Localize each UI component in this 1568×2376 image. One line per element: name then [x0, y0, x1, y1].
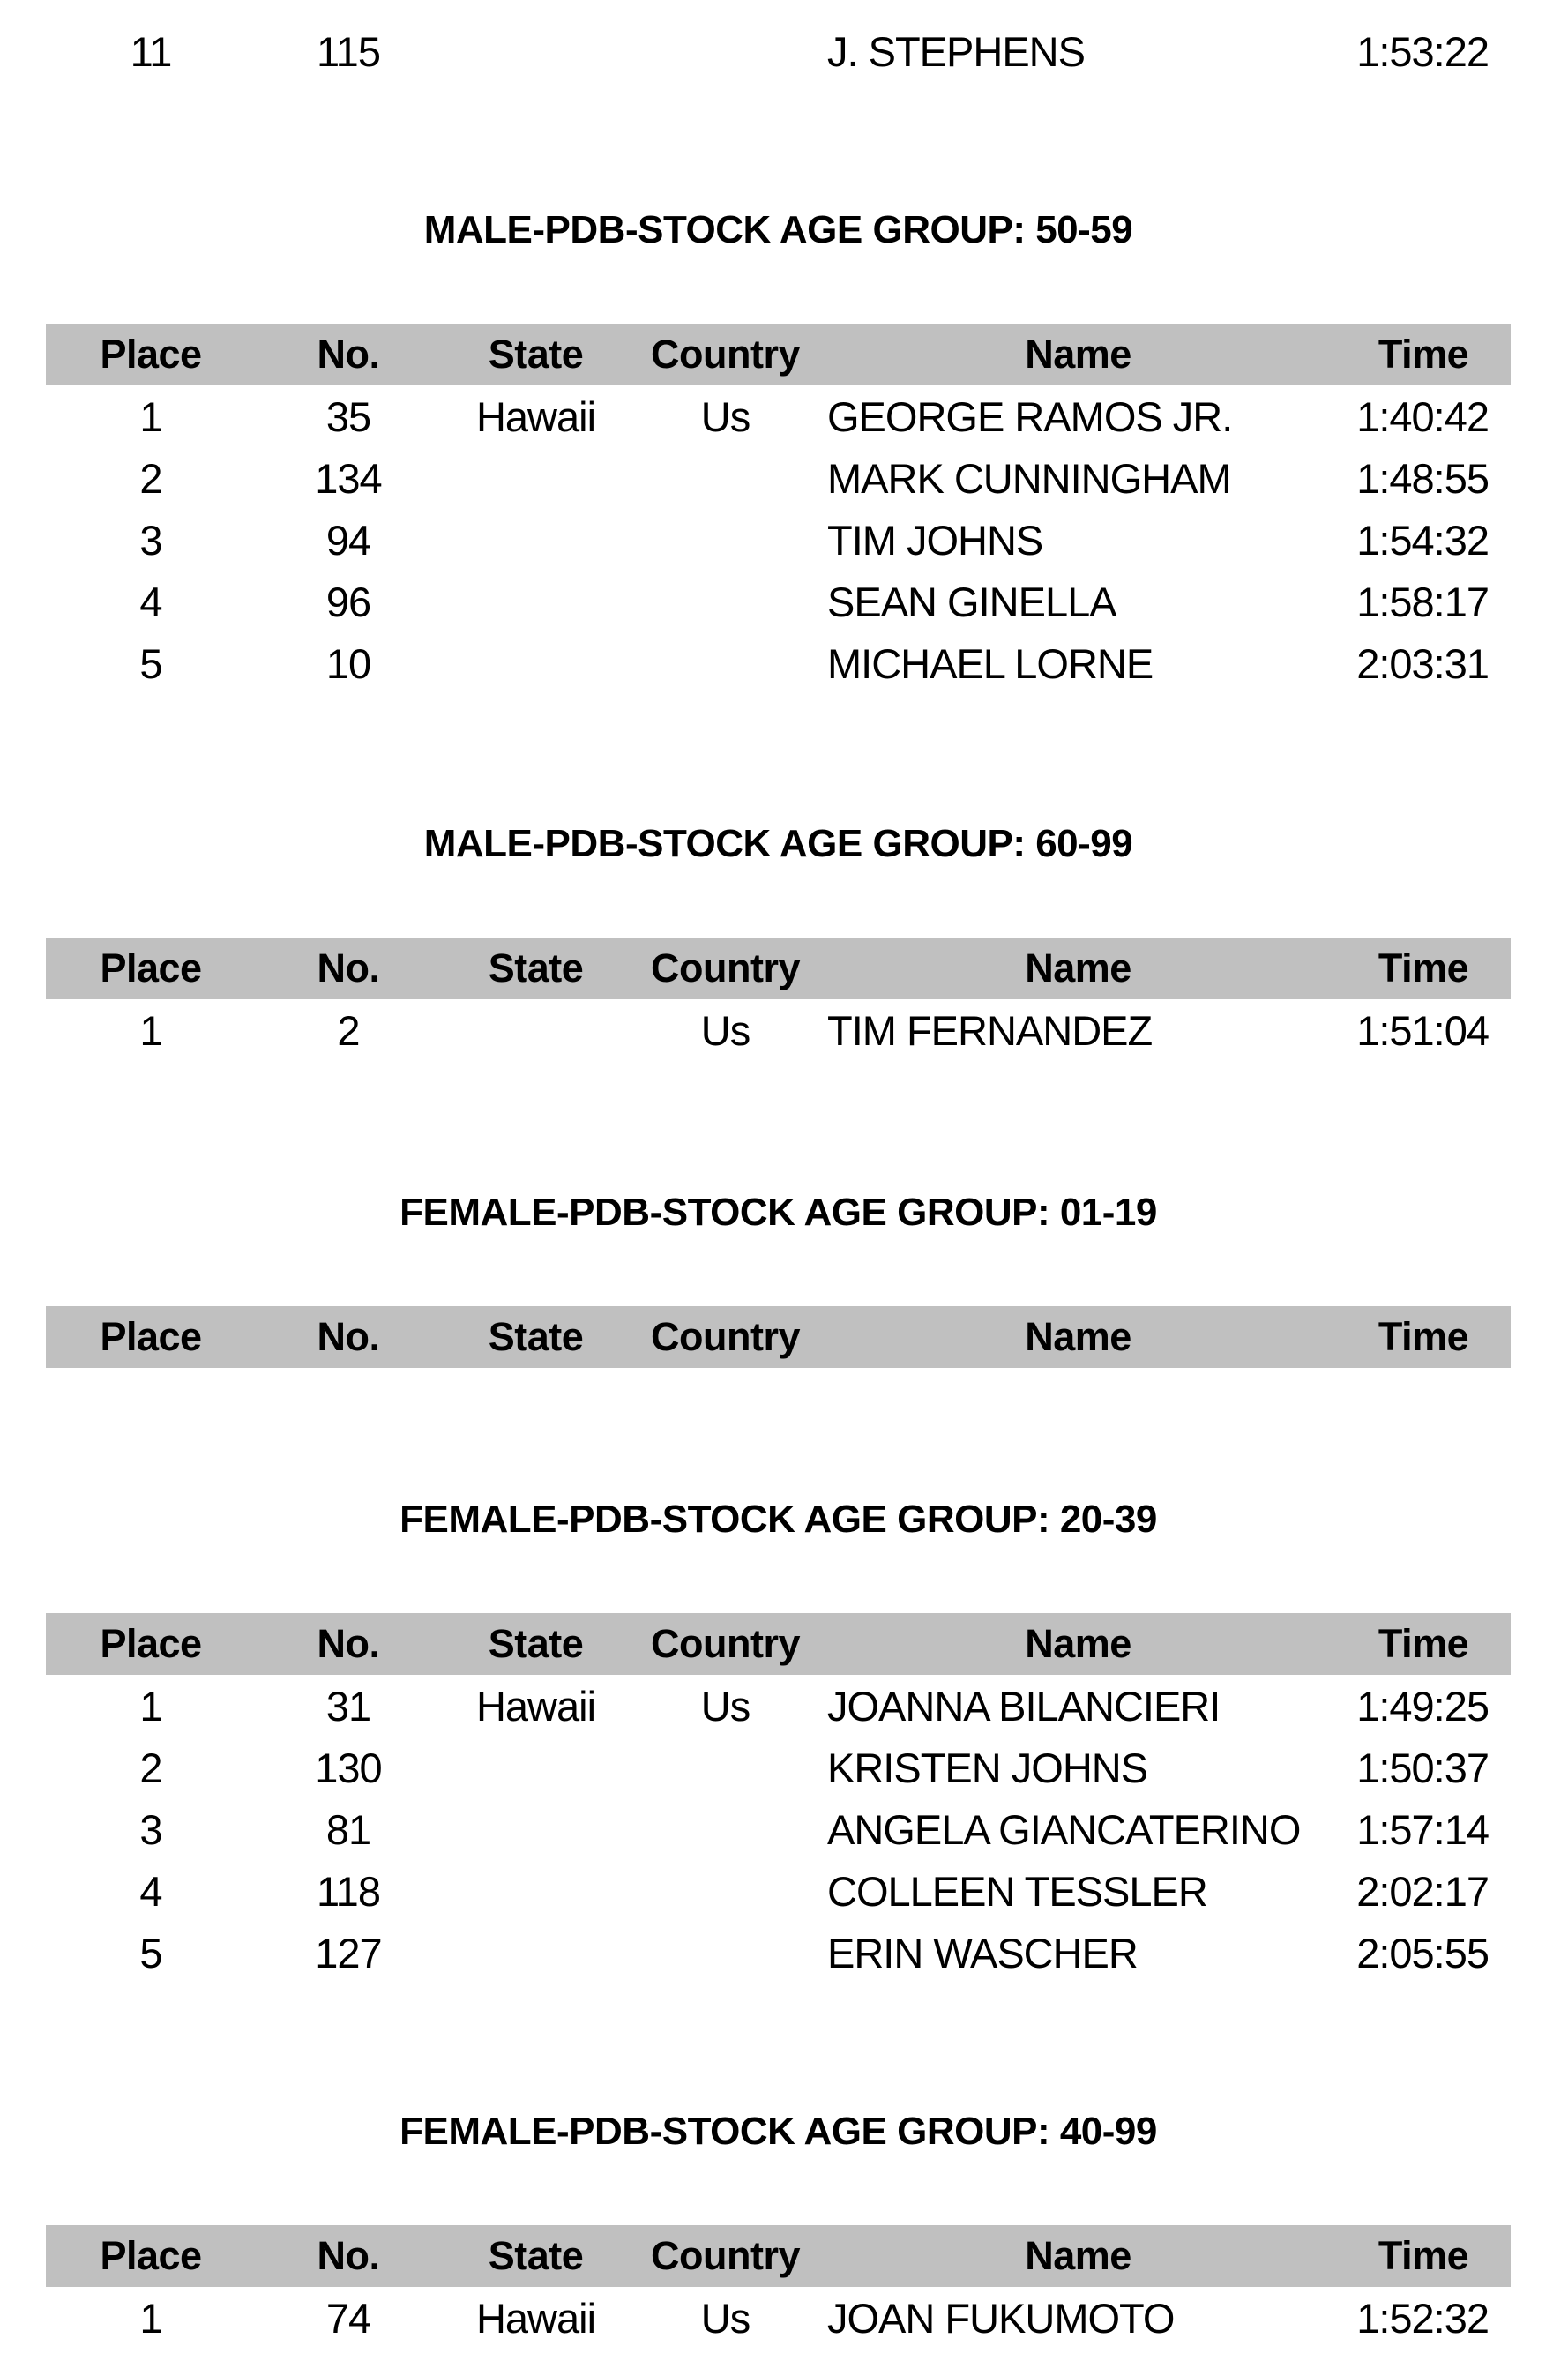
- table-row: [46, 447, 1511, 509]
- cell-number: 31: [325, 1682, 371, 1730]
- cell-place: 4: [139, 1867, 162, 1915]
- table-row: [46, 632, 1511, 694]
- column-header-name: Name: [1025, 1314, 1131, 1359]
- cell-state: Hawaii: [475, 2294, 596, 2342]
- cell-place: 4: [139, 578, 162, 625]
- cell-time: 2:03:31: [1356, 639, 1489, 687]
- cell-time: 2:02:17: [1356, 1867, 1489, 1915]
- section-female-pdb-stock-40-99: [46, 2101, 1511, 2349]
- table-header-row: [46, 938, 1511, 999]
- cell-name: TIM JOHNS: [827, 516, 1043, 564]
- cell-name: GEORGE RAMOS JR.: [827, 392, 1233, 440]
- results-table: [46, 938, 1511, 1061]
- column-header-number: No.: [317, 1314, 380, 1359]
- table-header-row: [46, 2225, 1511, 2287]
- column-header-country: Country: [651, 2233, 800, 2278]
- column-header-time: Time: [1378, 2233, 1469, 2278]
- column-header-place: Place: [100, 945, 202, 990]
- table-header-row: [46, 324, 1511, 385]
- column-header-place: Place: [100, 332, 202, 377]
- section-female-pdb-stock-20-39: [46, 1489, 1511, 1984]
- cell-country: Us: [700, 2294, 750, 2342]
- column-header-time: Time: [1378, 1314, 1469, 1359]
- table-row: [46, 20, 1511, 82]
- cell-place: 1: [139, 2294, 162, 2342]
- cell-number: 10: [325, 639, 371, 687]
- column-header-state: State: [488, 945, 584, 990]
- cell-name: JOAN FUKUMOTO: [827, 2294, 1175, 2342]
- section-female-pdb-stock-01-19: [46, 1182, 1511, 1368]
- cell-name: COLLEEN TESSLER: [827, 1867, 1207, 1915]
- cell-name: ANGELA GIANCATERINO: [827, 1805, 1301, 1853]
- cell-number: 74: [325, 2294, 371, 2342]
- results-table: [46, 1613, 1511, 1984]
- table-row: [46, 385, 1511, 447]
- cell-number: 94: [325, 516, 371, 564]
- cell-place: 2: [139, 1744, 162, 1791]
- column-header-number: No.: [317, 332, 380, 377]
- column-header-number: No.: [317, 2233, 380, 2278]
- cell-state: Hawaii: [475, 1682, 596, 1730]
- cell-place: 1: [139, 1006, 162, 1054]
- cell-number: 127: [315, 1929, 382, 1976]
- table-row: [46, 999, 1511, 1061]
- cell-time: 1:53:22: [1356, 27, 1489, 75]
- cell-time: 1:51:04: [1356, 1006, 1489, 1054]
- section-title: FEMALE-PDB-STOCK AGE GROUP: 40-99: [399, 2110, 1157, 2153]
- table-row: [46, 1860, 1511, 1922]
- cell-country: Us: [700, 1006, 750, 1054]
- cell-name: J. STEPHENS: [827, 27, 1085, 75]
- table-row: [46, 1798, 1511, 1860]
- section-title: MALE-PDB-STOCK AGE GROUP: 50-59: [423, 208, 1133, 251]
- cell-name: KRISTEN JOHNS: [827, 1744, 1148, 1791]
- column-header-state: State: [488, 332, 584, 377]
- cell-place: 1: [139, 1682, 162, 1730]
- column-header-time: Time: [1378, 332, 1469, 377]
- section-title: FEMALE-PDB-STOCK AGE GROUP: 01-19: [399, 1191, 1157, 1234]
- column-header-state: State: [488, 1314, 584, 1359]
- section-male-pdb-stock-50-59: [46, 199, 1511, 694]
- table-header-row: [46, 1613, 1511, 1675]
- results-table: [46, 324, 1511, 694]
- cell-country: Us: [700, 1682, 750, 1730]
- cell-time: 1:49:25: [1356, 1682, 1489, 1730]
- cell-number: 118: [317, 1867, 380, 1915]
- cell-place: 2: [139, 454, 162, 502]
- cell-name: SEAN GINELLA: [827, 578, 1116, 625]
- cell-number: 130: [315, 1744, 382, 1791]
- column-header-place: Place: [100, 1314, 202, 1359]
- cell-place: 3: [139, 1805, 162, 1853]
- cell-name: MARK CUNNINGHAM: [827, 454, 1231, 502]
- cell-time: 1:52:32: [1356, 2294, 1489, 2342]
- column-header-name: Name: [1025, 945, 1131, 990]
- cell-time: 1:54:32: [1356, 516, 1489, 564]
- cell-name: MICHAEL LORNE: [827, 639, 1154, 687]
- results-table: [46, 1306, 1511, 1368]
- column-header-place: Place: [100, 2233, 202, 2278]
- table-row: [46, 1922, 1511, 1984]
- cell-time: 2:05:55: [1356, 1929, 1489, 1976]
- section-male-pdb-stock-60-99: [46, 813, 1511, 1061]
- cell-place: 5: [139, 639, 162, 687]
- table-row: [46, 1675, 1511, 1737]
- cell-number: 35: [325, 392, 371, 440]
- column-header-country: Country: [651, 1621, 800, 1666]
- column-header-place: Place: [100, 1621, 202, 1666]
- column-header-time: Time: [1378, 1621, 1469, 1666]
- cell-time: 1:48:55: [1356, 454, 1489, 502]
- column-header-country: Country: [651, 332, 800, 377]
- cell-place: 1: [139, 392, 162, 440]
- column-header-name: Name: [1025, 1621, 1131, 1666]
- cell-place: 3: [139, 516, 162, 564]
- cell-country: Us: [700, 392, 750, 440]
- cell-place: 11: [130, 27, 172, 75]
- column-header-state: State: [488, 1621, 584, 1666]
- cell-state: Hawaii: [475, 392, 596, 440]
- column-header-country: Country: [651, 945, 800, 990]
- cell-name: JOANNA BILANCIERI: [827, 1682, 1221, 1730]
- section-title: MALE-PDB-STOCK AGE GROUP: 60-99: [423, 822, 1133, 865]
- table-row: [46, 571, 1511, 632]
- table-row: [46, 509, 1511, 571]
- cell-number: 2: [337, 1006, 360, 1054]
- cell-time: 1:57:14: [1356, 1805, 1489, 1853]
- table-header-row: [46, 1306, 1511, 1368]
- column-header-name: Name: [1025, 332, 1131, 377]
- cell-time: 1:58:17: [1356, 578, 1489, 625]
- column-header-number: No.: [317, 1621, 380, 1666]
- column-header-name: Name: [1025, 2233, 1131, 2278]
- table-row: [46, 2287, 1511, 2349]
- cell-place: 5: [139, 1929, 162, 1976]
- table-row: [46, 1737, 1511, 1798]
- column-header-time: Time: [1378, 945, 1469, 990]
- cell-number: 115: [317, 27, 380, 75]
- cell-name: TIM FERNANDEZ: [827, 1006, 1153, 1054]
- cell-time: 1:50:37: [1356, 1744, 1489, 1791]
- column-header-country: Country: [651, 1314, 800, 1359]
- column-header-number: No.: [317, 945, 380, 990]
- cell-number: 81: [325, 1805, 371, 1853]
- cell-number: 96: [325, 578, 371, 625]
- section-title: FEMALE-PDB-STOCK AGE GROUP: 20-39: [399, 1498, 1157, 1541]
- cell-time: 1:40:42: [1356, 392, 1489, 440]
- column-header-state: State: [488, 2233, 584, 2278]
- cell-name: ERIN WASCHER: [827, 1929, 1138, 1976]
- cell-number: 134: [315, 454, 382, 502]
- results-table: [46, 2225, 1511, 2349]
